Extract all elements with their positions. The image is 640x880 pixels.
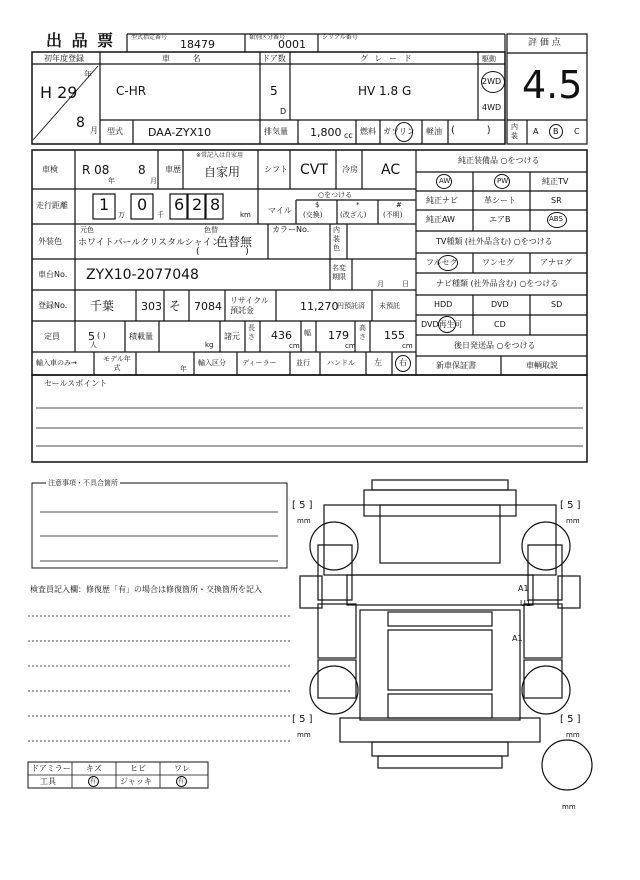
original-color-label: 元色 (80, 226, 94, 234)
chassis-value: ZYX10-2077048 (86, 267, 199, 283)
mileage-digit-3: 6 (174, 195, 185, 214)
tread-rr-value: 5 (567, 714, 574, 725)
doors-label: ドア数 (262, 54, 286, 63)
tv-analog: アナログ (540, 258, 572, 267)
interior-color-label: 内装色 (333, 226, 340, 252)
height-value: 155 (384, 329, 405, 342)
model-year-label: モデル年式 (103, 355, 131, 372)
legend-jack-value: 有 (178, 778, 185, 785)
nav-dvd: DVD (491, 300, 509, 309)
tread-rl-unit: mm (297, 731, 311, 739)
original-color-value: ホワイトパールクリスタルシャイン (78, 238, 221, 248)
shift-value: CVT (300, 162, 328, 178)
score-value: 4.5 (522, 63, 583, 107)
name-change-label: 名変期限 (332, 264, 346, 281)
import-dealer: ディーラー (242, 359, 277, 367)
equip-genuine-aw: 純正AW (426, 215, 455, 224)
ac-value: AC (381, 162, 401, 178)
recycle-unpaid: 未預託 (379, 302, 400, 310)
import-label: 輸入車のみ→ (36, 359, 77, 367)
interior-c: C (574, 127, 580, 136)
tread-fr-value: 5 (567, 500, 574, 511)
legend-break: ワレ (174, 764, 190, 773)
tamper-sym: * (356, 201, 360, 209)
car-name-label: 車 名 (162, 54, 211, 63)
fuel-light: 軽油 (426, 127, 442, 136)
form-title: 出 品 票 (46, 31, 116, 50)
drive-4wd: 4WD (482, 103, 502, 112)
inspection-value: R 08 (82, 163, 110, 177)
tv-oneseg: ワンセグ (482, 258, 514, 267)
length-unit: cm (289, 342, 300, 350)
mileage-unit: km (240, 211, 251, 219)
tread-fl: [ 5 ] (292, 500, 313, 511)
legend-scratch: キズ (86, 764, 102, 773)
drive-label: 駆動 (482, 55, 496, 63)
later-warranty: 新車保証書 (436, 361, 476, 370)
nav-hdd: HDD (434, 300, 453, 309)
later-manual: 車輌取説 (526, 361, 558, 370)
tread-fr-unit: mm (566, 517, 580, 525)
repaint-paren: ( ) (196, 247, 249, 257)
first-registration-month: 8 (76, 115, 85, 131)
tread-rl-value: 5 (299, 714, 306, 725)
mileage-digit-4: 2 (192, 195, 203, 214)
tread-fr: [ 5 ] (560, 500, 581, 511)
recycle-label: リサイクル預託金 (230, 296, 269, 315)
length-label: 長さ (248, 324, 255, 341)
history-label: 車歴 (165, 165, 181, 174)
fuel-label: 燃料 (360, 127, 376, 136)
equip-tv: 純正TV (542, 177, 569, 186)
dims-label: 諸元 (224, 332, 240, 341)
nav-title: ナビ種類 (社外品含む) ○をつける (436, 279, 559, 288)
name-change-day: 日 (402, 280, 409, 288)
mileage-sen: 千 (157, 211, 164, 219)
displacement-label: 排気量 (264, 127, 288, 136)
legend-tools: 工具 (40, 777, 56, 786)
reg-label: 登録No. (38, 301, 68, 310)
tread-fl-value: 5 (299, 500, 306, 511)
nav-sd: SD (551, 300, 563, 309)
legend-tools-value: 有 (90, 778, 97, 785)
first-registration-era: H 29 (40, 83, 78, 102)
damage-a1-rear-door: A1 (512, 634, 523, 643)
car-name-value: C-HR (116, 84, 147, 98)
type-value: DAA-ZYX10 (148, 126, 212, 139)
repaint-label: 色替 (204, 226, 218, 234)
later-title: 後日発送品 ○をつける (454, 341, 536, 350)
import-type-label: 輸入区分 (198, 359, 226, 367)
category-value: 0001 (278, 38, 306, 51)
grade-label: グ レ ー ド (360, 54, 414, 63)
sales-point-label: セールスポイント (44, 379, 108, 388)
exterior-color-label: 外装色 (38, 237, 62, 246)
equipment-title: 純正装備品 ○をつける (458, 156, 540, 165)
tread-rr-unit: mm (566, 731, 580, 739)
shift-label: シフト (264, 165, 288, 174)
mile-label: マイル (268, 206, 292, 215)
color-no-label: カラーNo. (272, 225, 310, 234)
type-label: 型式 (107, 127, 123, 136)
equip-aw: AW (439, 177, 451, 185)
fuel-gas: ガソリン (383, 127, 415, 136)
legend-crack: ヒビ (130, 764, 146, 773)
length-value: 436 (271, 329, 292, 342)
tv-fullseg: フルセグ (426, 258, 458, 267)
car-diagram (300, 480, 592, 790)
reg-kana: そ (169, 299, 182, 313)
model-designation-value: 18479 (180, 38, 215, 51)
inspector-label: 検査員記入欄：修復歴「有」の場合は修復箇所・交換箇所を記入 (30, 585, 262, 594)
width-value: 179 (328, 329, 349, 342)
year-suffix: 年 (84, 70, 92, 79)
steering-left: 左 (374, 358, 382, 367)
tamper-label: (改ざん) (340, 211, 367, 219)
damage-a1-front-door: A1 (518, 584, 529, 593)
height-unit: cm (402, 342, 413, 350)
nav-dvdplay: DVD再生可 (421, 320, 463, 329)
capacity-value: 5 (88, 330, 95, 343)
first-registration-label: 初年度登録 (44, 54, 84, 63)
capacity-label: 定員 (44, 332, 60, 341)
displacement-value: 1,800 (310, 126, 342, 139)
reg-class: 303 (141, 300, 162, 313)
model-year-suffix: 年 (180, 365, 187, 373)
equip-navi: 純正ナビ (426, 196, 458, 205)
displacement-unit: cc (344, 131, 353, 140)
damage-u1-front-door: U1 (520, 599, 531, 608)
inspection-month-suffix: 月 (150, 177, 157, 185)
interior-label: 内装 (511, 123, 518, 140)
reg-area: 千葉 (90, 299, 115, 313)
interior-a: A (533, 127, 539, 136)
grade-value: HV 1.8 G (358, 84, 412, 98)
equip-leather: 革シート (484, 196, 516, 205)
inspection-label: 車検 (42, 165, 58, 174)
width-label: 幅 (304, 329, 311, 337)
equip-sr: SR (551, 196, 562, 205)
mileage-circle-note: ○をつける (318, 191, 353, 199)
inspection-month: 8 (138, 163, 146, 177)
score-label: 評 価 点 (528, 38, 561, 48)
equip-pw: PW (497, 177, 509, 185)
exchange-label: (交換) (303, 211, 323, 219)
recycle-value: 11,270 (300, 300, 339, 313)
unknown-label: (不明) (383, 211, 403, 219)
unknown-sym: # (396, 201, 402, 209)
load-label: 積載量 (129, 332, 153, 341)
month-suffix: 月 (90, 126, 98, 135)
tread-fl-unit: mm (297, 517, 311, 525)
fuel-other-paren: ( ) (451, 125, 491, 136)
mileage-digit-2: 0 (137, 195, 148, 214)
mileage-digit-1: 1 (99, 195, 110, 214)
equip-abs: ABS (549, 215, 563, 223)
doors-value: 5 (270, 84, 278, 98)
legend-door-mirror: ドアミラー (31, 764, 71, 773)
tread-rl: [ 5 ] (292, 714, 313, 725)
history-note: ※常記入は自家用 (196, 152, 244, 159)
legend-jack: ジャッキ (120, 777, 152, 786)
reg-number: 7084 (194, 300, 222, 313)
serial-label: シリアル番号 (322, 34, 358, 41)
steering-label: ハンドル (327, 359, 355, 367)
name-change-month: 月 (377, 280, 384, 288)
notes-label: 注意事項・不具合箇所 (48, 479, 118, 487)
recycle-unit: 円預託済 (337, 302, 365, 310)
inspection-year: 年 (108, 177, 115, 185)
mileage-digit-5: 8 (210, 195, 221, 214)
exchange-sym: $ (315, 201, 320, 209)
equip-airbag: エアB (489, 215, 511, 224)
category-label: 類別区分番号 (249, 34, 286, 41)
height-label: 高さ (359, 324, 366, 341)
tv-title: TV種類 (社外品含む) ○をつける (436, 237, 553, 246)
width-unit: cm (345, 342, 356, 350)
repaint-value: 色替無 (216, 235, 253, 249)
steering-right: 右 (399, 358, 407, 367)
mileage-man: 万 (118, 211, 125, 219)
chassis-label: 車台No. (38, 270, 68, 279)
history-value: 自家用 (204, 165, 241, 179)
load-unit: kg (205, 341, 214, 349)
interior-b: B (553, 127, 559, 136)
import-parallel: 並行 (296, 359, 310, 367)
capacity-unit: 人 (90, 341, 97, 349)
model-designation-label: 型式指定番号 (131, 34, 168, 41)
capacity-paren: ( ) (97, 331, 106, 340)
mileage-label: 走行距離 (36, 201, 68, 210)
ac-label: 冷房 (342, 165, 358, 174)
tread-rr: [ 5 ] (560, 714, 581, 725)
spare-unit: mm (562, 803, 576, 811)
drive-2wd: 2WD (482, 77, 502, 86)
nav-cd: CD (494, 320, 506, 329)
doors-type: D (280, 107, 287, 116)
